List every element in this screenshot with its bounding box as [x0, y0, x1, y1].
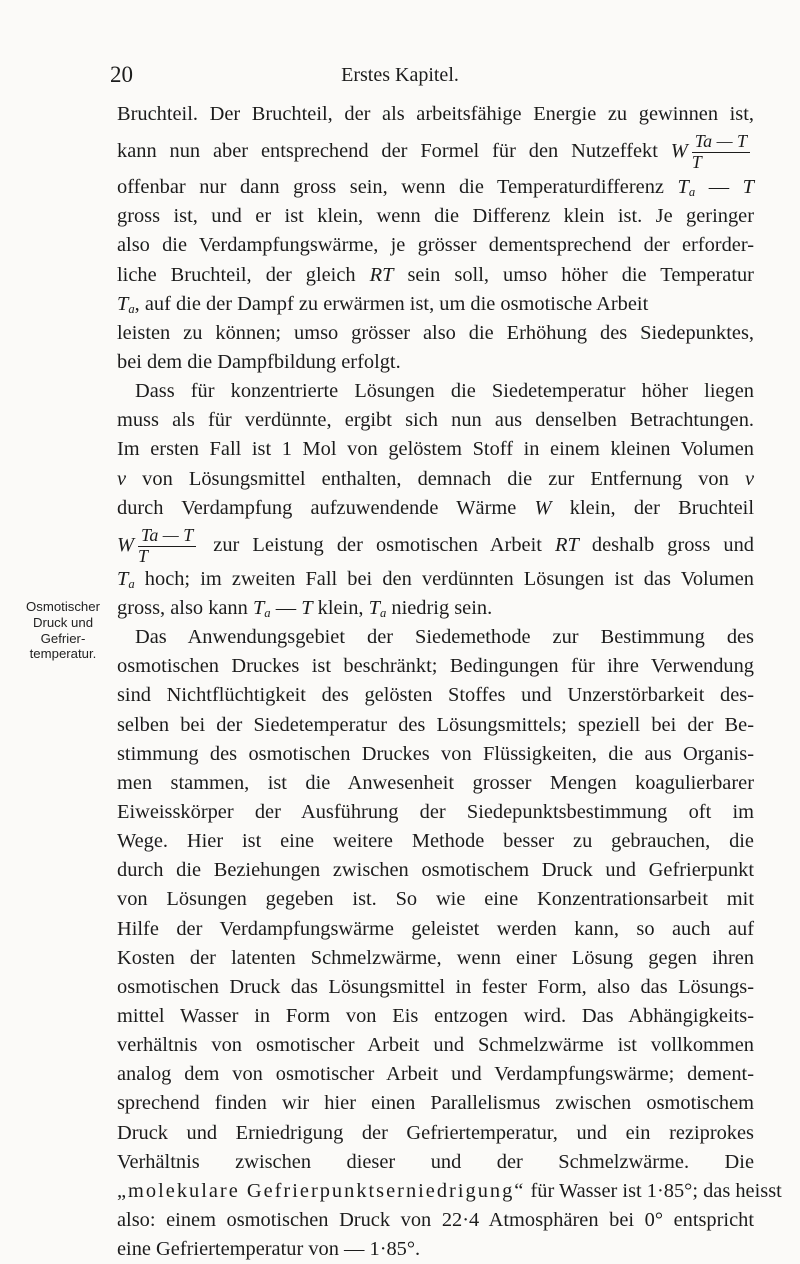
text-line: osmotischen Druck das Lösungsmittel in fester Form, also das Lösungs- [117, 975, 754, 998]
text-line: analog dem von osmotischer Arbeit und Verdampfungswärme; dement- [117, 1063, 754, 1086]
text-line: kann nun aber entsprechend der Formel für den Nutzeffekt W $\frac{Ta — T}{T}$ [117, 129, 754, 173]
margin-note [22, 599, 104, 662]
text-line: W $\frac{Ta — T}{T}$ zur Leistung der osmotischen Arbeit RT deshalb gross und [117, 524, 754, 566]
margin-note-line: temperatur. [29, 646, 97, 662]
text-line: eine Gefriertemperatur von — 1·85°. [117, 1238, 421, 1261]
running-title: Erstes Kapitel. [341, 64, 459, 86]
text-line: selben bei der Siedetemperatur des Lösungsmittels; speziell bei der Be- [117, 713, 754, 736]
fraction: $\frac{Ta — T}{T}$ [138, 527, 196, 566]
text-line: osmotischen Druckes ist beschränkt; Bedingungen für ihre Verwendung [117, 655, 754, 678]
text-line: „molekulare Gefrierpunktserniedrigung“ für Wasser ist 1·85°; das heisst [117, 1179, 782, 1202]
text-line: von Lösungen gegeben ist. So wie eine Konzentrationsarbeit mit [117, 888, 754, 911]
text-line: Das Anwendungsgebiet der Siedemethode zur Bestimmung des [135, 626, 754, 649]
margin-note-line: Druck und [32, 614, 94, 630]
text-line: Hilfe der Verdampfungswärme geleistet werden kann, so auch auf [117, 917, 754, 940]
margin-note-line: Gefrier- [40, 630, 86, 646]
text-line: Verhältnis zwischen dieser und der Schmelzwärme. Die [117, 1150, 754, 1173]
page-header [0, 62, 800, 92]
text-line: Dass für konzentrierte Lösungen die Siedetemperatur höher liegen [135, 380, 754, 403]
text-line: sprechend finden wir hier einen Parallelismus zwischen osmotischem [117, 1092, 754, 1115]
text-line: Eiweisskörper der Ausführung der Siedepunktsbestimmung oft im [117, 800, 754, 823]
text-line: verhältnis von osmotischer Arbeit und Schmelzwärme ist vollkommen [117, 1034, 754, 1057]
text-line: Im ersten Fall ist 1 Mol von gelöstem Stoff in einem kleinen Volumen [117, 438, 754, 461]
text-line: liche Bruchteil, der gleich RT sein soll, umso höher die Temperatur [117, 263, 754, 286]
fraction: $\frac{Ta — T}{T}$ [692, 133, 750, 172]
text-line: durch die Beziehungen zwischen osmotischem Druck und Gefrierpunkt [117, 859, 754, 882]
text-line: men stammen, ist die Anwesenheit grosser Mengen koagulierbarer [117, 771, 754, 794]
text-line: v von Lösungsmittel enthalten, demnach die zur Entfernung von v [117, 467, 754, 490]
text-line: offenbar nur dann gross sein, wenn die Temperaturdifferenz $T_a$ — T [117, 176, 755, 200]
text-line: sind Nichtflüchtigkeit des gelösten Stoffes und Unzerstörbarkeit des- [117, 684, 754, 707]
text-line: $T_a$, auf die der Dampf zu erwärmen ist, um die osmotische Arbeit [117, 292, 649, 316]
text-line: Wege. Hier ist eine weitere Methode besser zu gebrauchen, die [117, 830, 754, 853]
body-text [117, 100, 782, 1264]
text-line: $T_a$ hoch; im zweiten Fall bei den verdünnten Lösungen ist das Volumen [117, 567, 754, 591]
text-line: durch Verdampfung aufzuwendende Wärme W klein, der Bruchteil [117, 496, 754, 519]
text-line: mittel Wasser in Form von Eis entzogen wird. Das Abhängigkeits- [117, 1004, 754, 1027]
margin-note-line: Osmotischer [25, 599, 100, 614]
page-number: 20 [110, 62, 133, 87]
text-line: Bruchteil. Der Bruchteil, der als arbeitsfähige Energie zu gewinnen ist, [117, 103, 754, 125]
text-line: gross ist, und er ist klein, wenn die Differenz klein ist. Je geringer [117, 205, 754, 228]
text-line: gross, also kann $T_a$ — T klein, $T_a$ niedrig sein. [117, 596, 493, 621]
text-line: muss als für verdünnte, ergibt sich nun aus denselben Betrachtungen. [117, 409, 754, 432]
text-line: Kosten der latenten Schmelzwärme, wenn einer Lösung gegen ihren [117, 946, 754, 969]
text-line: also: einem osmotischen Druck von 22·4 Atmosphären bei 0° entspricht [117, 1208, 754, 1231]
text-line: Druck und Erniedrigung der Gefriertemperatur, und ein reziprokes [117, 1121, 754, 1144]
text-line: stimmung des osmotischen Druckes von Flüssigkeiten, die aus Organis- [117, 742, 754, 765]
text-line: also die Verdampfungswärme, je grösser dementsprechend der erforder- [117, 234, 754, 257]
text-line: leisten zu können; umso grösser also die Erhöhung des Siedepunktes, [117, 321, 754, 344]
text-line: bei dem die Dampfbildung erfolgt. [117, 350, 401, 373]
